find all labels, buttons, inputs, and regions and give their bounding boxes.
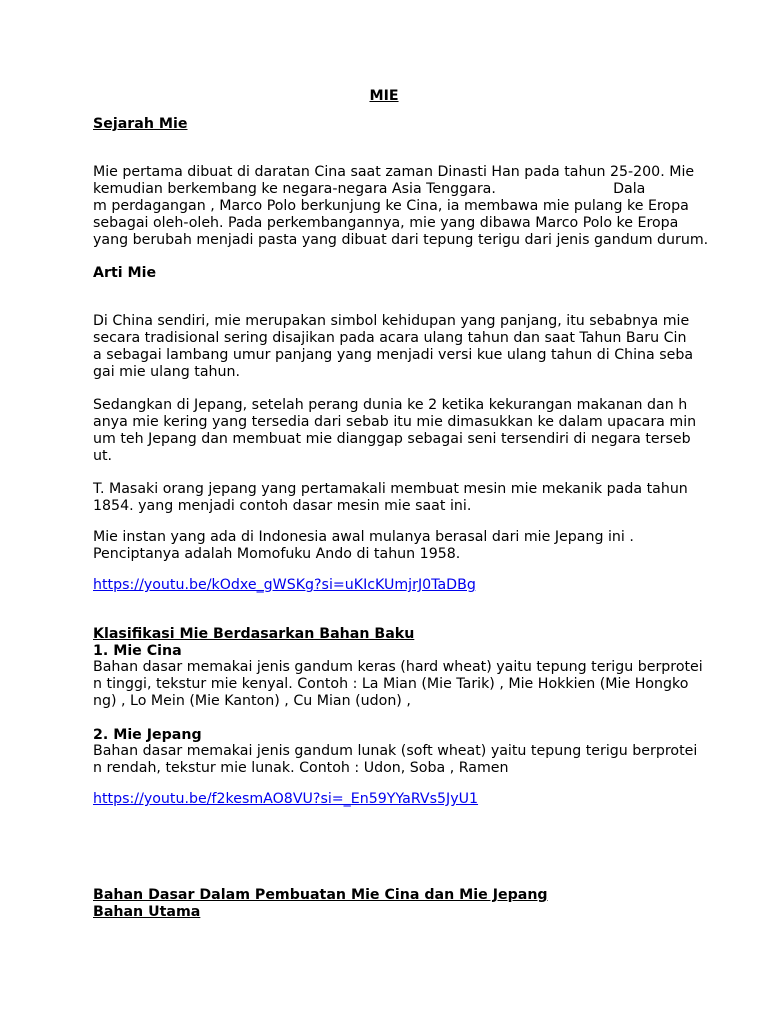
text-line: a sebagai lambang umur panjang yang menjadi versi kue ulang tahun di China seba [93,347,694,363]
text-line: m perdagangan , Marco Polo berkunjung ke Cina, ia membawa mie pulang ke Eropa [93,198,689,214]
section-heading-arti: Arti Mie [93,265,157,281]
text-line: Mie instan yang ada di Indonesia awal mulanya berasal dari mie Jepang ini . [93,529,634,545]
text-line: Penciptanya adalah Momofuku Ando di tahun 1958. [93,546,461,562]
section-heading-klasifikasi: Klasifikasi Mie Berdasarkan Bahan Baku [93,626,415,642]
text-line: T. Masaki orang jepang yang pertamakali membuat mesin mie mekanik pada tahun [93,481,688,497]
subheading-mie-cina: 1. Mie Cina [93,643,182,659]
text-line: 1854. yang menjadi contoh dasar mesin mie saat ini. [93,498,472,514]
text-line: Di China sendiri, mie merupakan simbol kehidupan yang panjang, itu sebabnya mie [93,313,690,329]
doc-title: MIE [369,88,399,104]
text-line: ut. [93,448,113,464]
text-line: n tinggi, tekstur mie kenyal. Contoh : La Mian (Mie Tarik) , Mie Hokkien (Mie Hongko [93,676,689,692]
text-line: Bahan dasar memakai jenis gandum lunak (soft wheat) yaitu tepung terigu berprotei [93,743,698,759]
text-line: anya mie kering yang tersedia dari sebab itu mie dimasukkan ke dalam upacara min [93,414,697,430]
text-line: n rendah, tekstur mie lunak. Contoh : Udon, Soba , Ramen [93,760,509,776]
text-line: um teh Jepang dan membuat mie dianggap sebagai seni tersendiri di negara terseb [93,431,691,447]
text-line: Mie pertama dibuat di daratan Cina saat zaman Dinasti Han pada tahun 25-200. Mie [93,164,695,180]
subheading-bahan-utama: Bahan Utama [93,904,201,920]
text-line: Sedangkan di Jepang, setelah perang dunia ke 2 ketika kekurangan makanan dan h [93,397,688,413]
youtube-link-2[interactable]: https://youtu.be/f2kesmAO8VU?si=_En59YYaRVs5JyU1 [93,791,479,807]
text-line: secara tradisional sering disajikan pada acara ulang tahun dan saat Tahun Baru Cin [93,330,687,346]
section-heading-bahan: Bahan Dasar Dalam Pembuatan Mie Cina dan Mie Jepang [93,887,548,903]
text-line: sebagai oleh-oleh. Pada perkembangannya, mie yang dibawa Marco Polo ke Eropa [93,215,679,231]
text-line: kemudian berkembang ke negara-negara Asia Tenggara. Dala [93,181,646,197]
text-line: ng) , Lo Mein (Mie Kanton) , Cu Mian (udon) , [93,693,411,709]
section-heading-sejarah: Sejarah Mie [93,116,188,132]
text-line: gai mie ulang tahun. [93,364,241,380]
subheading-mie-jepang: 2. Mie Jepang [93,727,202,743]
text-line: yang berubah menjadi pasta yang dibuat dari tepung terigu dari jenis gandum durum. [93,232,709,248]
text-line: Bahan dasar memakai jenis gandum keras (hard wheat) yaitu tepung terigu berprotei [93,659,703,675]
youtube-link-1[interactable]: https://youtu.be/kOdxe_gWSKg?si=uKIcKUmjrJ0TaDBg [93,577,476,593]
